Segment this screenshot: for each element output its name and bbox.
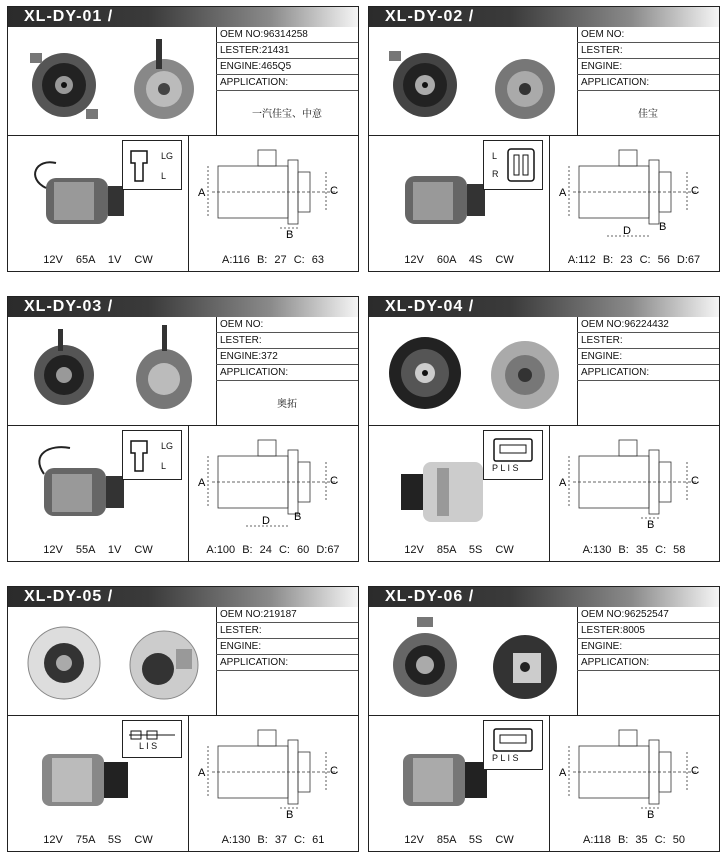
alternator-front-photo: [18, 323, 110, 419]
application-label: APPLICATION:: [220, 77, 289, 88]
dimension-values: A:100 B: 24 C: 60 D:67: [206, 544, 340, 556]
dim-b-letter: B: [294, 511, 302, 523]
alternator-rear-photo: [479, 33, 571, 129]
card-bottom: [8, 135, 358, 272]
oem-label: OEM NO:: [220, 29, 264, 40]
product-photos: [8, 317, 217, 425]
side-view: [8, 426, 189, 562]
product-card: [368, 586, 720, 852]
spec-info: [577, 607, 719, 715]
dim-c-letter: C: [691, 765, 699, 777]
oem-row: [577, 317, 719, 333]
product-card: [368, 6, 720, 272]
model-code: XL-DY-06 /: [385, 588, 475, 605]
oem-value: 96224432: [624, 319, 669, 330]
connector-diagram: [483, 720, 543, 770]
lester-label: LESTER:: [581, 625, 623, 636]
application-label: APPLICATION:: [581, 77, 650, 88]
dim-d-letter: D: [623, 225, 631, 237]
engine-row: [216, 349, 358, 365]
dim-a-letter: A: [559, 477, 567, 489]
oem-row: [216, 317, 358, 333]
oem-label: OEM NO:: [220, 609, 264, 620]
oem-value: 219187: [263, 609, 297, 620]
oem-row: [216, 27, 358, 43]
card-header: [369, 297, 719, 317]
pin-label: P L I S: [492, 753, 519, 763]
dimension-values: A:112 B: 23 C: 56 D:67: [567, 254, 701, 266]
dim-b-letter: B: [647, 809, 655, 821]
dim-c-letter: C: [691, 185, 699, 197]
side-view: [369, 426, 550, 562]
plug-icon: [123, 431, 181, 479]
lester-label: LESTER:: [581, 335, 623, 346]
electrical-specs: 12V 55A 1V CW: [43, 544, 153, 556]
dimension-schematic: [549, 716, 719, 826]
product-photos: [8, 607, 217, 715]
engine-row: [577, 639, 719, 655]
model-code: XL-DY-01 /: [24, 8, 114, 25]
alternator-front-photo: [379, 613, 471, 709]
spec-info: [577, 27, 719, 135]
dim-b-letter: B: [286, 809, 294, 821]
model-code: XL-DY-04 /: [385, 298, 475, 315]
pin-label: LG: [161, 441, 174, 451]
dim-c-letter: C: [691, 475, 699, 487]
application-row: [577, 365, 719, 381]
dimension-schematic: [188, 136, 358, 246]
dimension-schematic: [549, 426, 719, 536]
oem-row: [577, 27, 719, 43]
engine-label: ENGINE:: [220, 351, 262, 362]
dimension-schematic: [549, 136, 719, 246]
alternator-front-photo: [18, 613, 110, 709]
lester-row: [216, 333, 358, 349]
model-code: XL-DY-03 /: [24, 298, 114, 315]
dimension-drawing: [188, 716, 358, 852]
oem-row: [577, 607, 719, 623]
oem-label: OEM NO:: [581, 29, 625, 40]
product-card: [7, 586, 359, 852]
oem-value: 96252547: [624, 609, 669, 620]
dim-c-letter: C: [330, 185, 338, 197]
spec-info: [216, 607, 358, 715]
oem-value: 96314258: [263, 29, 308, 40]
oem-label: OEM NO:: [581, 319, 625, 330]
lester-value: 21431: [261, 45, 290, 56]
dimension-schematic: [188, 716, 358, 826]
alternator-rear-photo: [479, 613, 571, 709]
dim-a-letter: A: [198, 187, 206, 199]
application-label: APPLICATION:: [581, 657, 650, 668]
dim-d-letter: D: [262, 515, 270, 527]
electrical-specs: 12V 85A 5S CW: [404, 544, 514, 556]
application-row: [216, 75, 358, 91]
lester-label: LESTER:: [581, 45, 623, 56]
dimension-drawing: [549, 136, 719, 272]
application-value: 一汽佳宝、中意: [252, 109, 322, 120]
dimension-schematic: [188, 426, 358, 536]
pin-label: R: [492, 169, 499, 179]
alternator-front-photo: [379, 33, 471, 129]
product-photos: [369, 317, 578, 425]
side-view: [8, 136, 189, 272]
card-header: [8, 587, 358, 607]
alternator-front-photo: [18, 33, 110, 129]
card-bottom: [369, 425, 719, 562]
engine-row: [577, 349, 719, 365]
connector-diagram: [483, 430, 543, 480]
electrical-specs: 12V 75A 5S CW: [43, 834, 153, 846]
application-row: [577, 655, 719, 671]
side-view: [8, 716, 189, 852]
lester-row: [216, 623, 358, 639]
dim-b-letter: B: [647, 519, 655, 531]
plug-icon: [123, 141, 181, 189]
application-label: APPLICATION:: [220, 367, 289, 378]
engine-label: ENGINE:: [220, 641, 262, 652]
side-view: [369, 716, 550, 852]
oem-label: OEM NO:: [581, 609, 625, 620]
card-bottom: [369, 135, 719, 272]
pin-label: L I S: [139, 741, 158, 751]
engine-value: 372: [261, 351, 278, 362]
application-row: [216, 365, 358, 381]
dimension-drawing: [549, 716, 719, 852]
pin-label: P L I S: [492, 463, 519, 473]
card-bottom: [369, 715, 719, 852]
engine-value: 465Q5: [261, 61, 292, 72]
lester-row: [577, 333, 719, 349]
engine-row: [577, 59, 719, 75]
product-photos: [8, 27, 217, 135]
side-view: [369, 136, 550, 272]
dimension-drawing: [188, 426, 358, 562]
spec-info: [577, 317, 719, 425]
dim-b-letter: B: [286, 229, 294, 241]
engine-label: ENGINE:: [581, 351, 623, 362]
dimension-drawing: [549, 426, 719, 562]
oem-label: OEM NO:: [220, 319, 264, 330]
alternator-rear-photo: [479, 323, 571, 419]
model-code: XL-DY-02 /: [385, 8, 475, 25]
application-row: [577, 75, 719, 91]
spec-info: [216, 27, 358, 135]
connector-diagram: [483, 140, 543, 190]
product-photos: [369, 27, 578, 135]
application-label: APPLICATION:: [220, 657, 289, 668]
connector-diagram: [122, 430, 182, 480]
lester-row: [577, 623, 719, 639]
plug-icon: [484, 141, 542, 189]
lester-row: [577, 43, 719, 59]
alternator-front-photo: [379, 323, 471, 419]
lester-label: LESTER:: [220, 335, 262, 346]
dimension-values: A:116 B: 27 C: 63: [221, 254, 325, 266]
electrical-specs: 12V 85A 5S CW: [404, 834, 514, 846]
lester-value: 8005: [622, 625, 645, 636]
alternator-rear-photo: [118, 33, 210, 129]
dim-a-letter: A: [559, 767, 567, 779]
lester-label: LESTER:: [220, 625, 262, 636]
dim-c-letter: C: [330, 765, 338, 777]
engine-row: [216, 639, 358, 655]
plug-icon: [123, 721, 181, 757]
alternator-rear-photo: [118, 613, 210, 709]
product-card: [7, 296, 359, 562]
pin-label: L: [492, 151, 498, 161]
dim-b-letter: B: [659, 221, 667, 233]
engine-label: ENGINE:: [220, 61, 262, 72]
model-code: XL-DY-05 /: [24, 588, 114, 605]
product-card: [368, 296, 720, 562]
product-photos: [369, 607, 578, 715]
application-value: 佳宝: [638, 109, 658, 120]
alternator-side-photo: [26, 158, 136, 238]
application-value: 奥拓: [277, 399, 297, 410]
card-header: [369, 7, 719, 27]
dimension-drawing: [188, 136, 358, 272]
oem-row: [216, 607, 358, 623]
card-bottom: [8, 425, 358, 562]
card-bottom: [8, 715, 358, 852]
dimension-values: A:118 B: 35 C: 50: [582, 834, 686, 846]
lester-row: [216, 43, 358, 59]
connector-diagram: [122, 720, 182, 758]
application-row: [216, 655, 358, 671]
spec-info: [216, 317, 358, 425]
product-card: [7, 6, 359, 272]
dimension-values: A:130 B: 37 C: 61: [221, 834, 325, 846]
engine-label: ENGINE:: [581, 61, 623, 72]
card-header: [8, 7, 358, 27]
electrical-specs: 12V 60A 4S CW: [404, 254, 514, 266]
engine-row: [216, 59, 358, 75]
card-header: [369, 587, 719, 607]
dim-a-letter: A: [559, 187, 567, 199]
application-label: APPLICATION:: [581, 367, 650, 378]
dimension-values: A:130 B: 35 C: 58: [582, 544, 686, 556]
lester-label: LESTER:: [220, 45, 262, 56]
dim-a-letter: A: [198, 767, 206, 779]
dim-c-letter: C: [330, 475, 338, 487]
pin-label: L: [161, 461, 167, 471]
card-header: [8, 297, 358, 317]
pin-label: LG: [161, 151, 174, 161]
engine-label: ENGINE:: [581, 641, 623, 652]
alternator-rear-photo: [118, 323, 210, 419]
electrical-specs: 12V 65A 1V CW: [43, 254, 153, 266]
pin-label: L: [161, 171, 167, 181]
dim-a-letter: A: [198, 477, 206, 489]
connector-diagram: [122, 140, 182, 190]
